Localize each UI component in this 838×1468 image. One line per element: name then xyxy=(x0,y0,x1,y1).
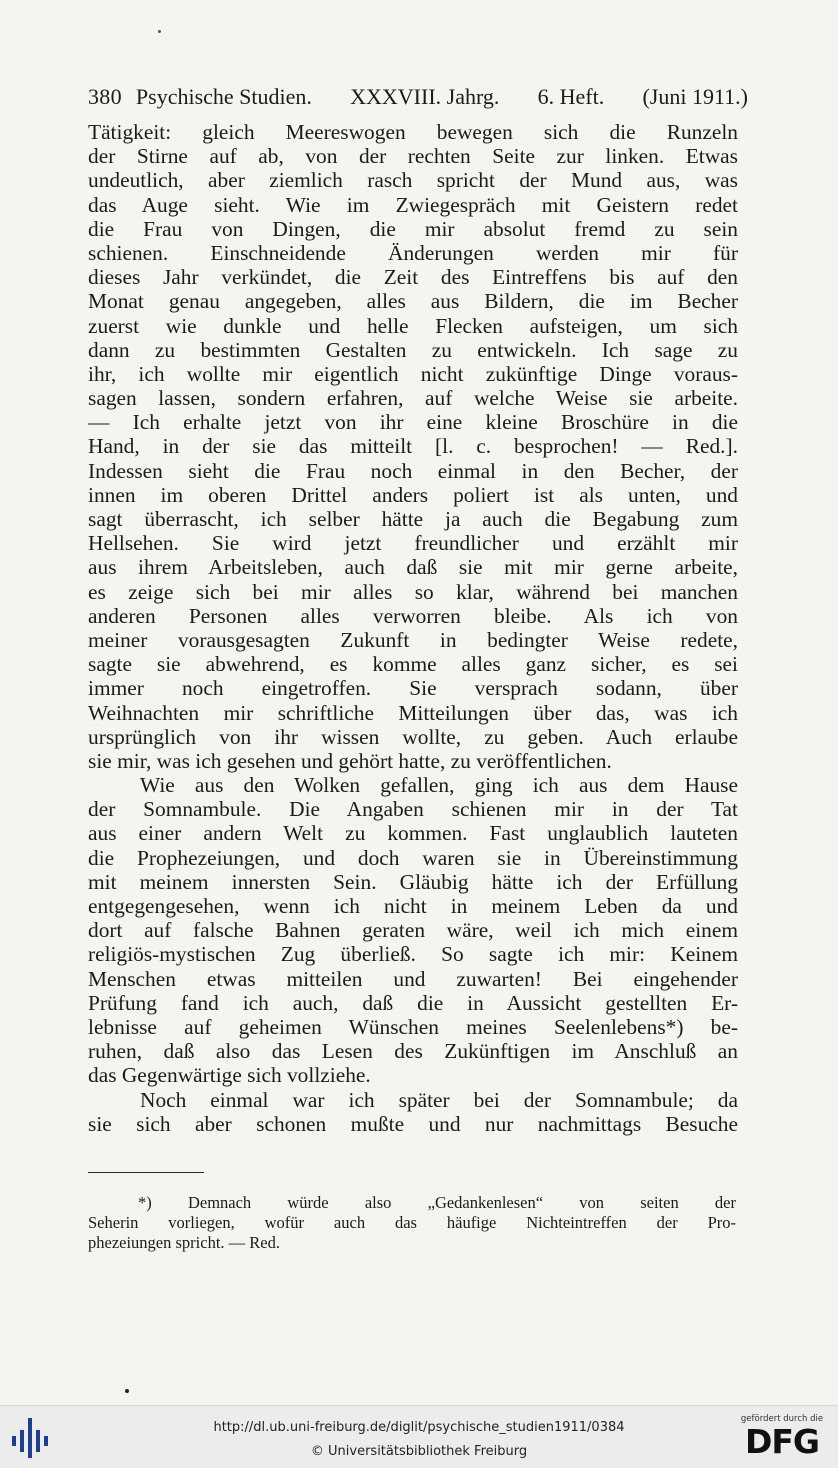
text-line: der Stirne auf ab, von der rechten Seite zur linken. Etwas xyxy=(88,144,738,169)
text-line: anderen Personen alles verworren bleibe. Als ich von xyxy=(88,603,738,628)
text-line: Hellsehen. Sie wird jetzt freundlicher und erzählt mir xyxy=(88,531,738,556)
text-line: zuerst wie dunkle und helle Flecken aufsteigen, um sich xyxy=(88,313,738,338)
text-line: Menschen etwas mitteilen und zuwarten! Bei eingehender xyxy=(88,966,738,991)
text-line: meiner vorausgesagten Zukunft in bedingter Weise redete, xyxy=(88,627,738,652)
text-line: sie sich aber schonen mußte und nur nachmittags Besuche xyxy=(88,1111,738,1136)
text-line: der Somnambule. Die Angaben schienen mir in der Tat xyxy=(88,797,738,822)
text-line: Monat genau angegeben, alles aus Bildern, die im Becher xyxy=(88,289,738,314)
text-line: ihr, ich wollte mir eigentlich nicht zukünftige Dinge voraus- xyxy=(88,361,738,386)
text-line: sagen lassen, sondern erfahren, auf welche Weise sie arbeite. xyxy=(88,386,738,411)
text-line: sagt überrascht, ich selber hätte ja auch die Begabung zum xyxy=(88,507,738,531)
footnote xyxy=(88,1193,736,1253)
text-line: aus ihrem Arbeitsleben, auch daß sie mit mir gerne arbeite, xyxy=(88,555,738,580)
text-line: Wie aus den Wolken gefallen, ging ich aus dem Hause xyxy=(140,773,738,798)
text-line: religiös-mystischen Zug überließ. So sagte ich mir: Keinem xyxy=(88,942,738,967)
text-line: innen im oberen Drittel anders poliert ist als unten, und xyxy=(88,482,738,507)
text-line: — Ich erhalte jetzt von ihr eine kleine Broschüre in die xyxy=(88,410,738,435)
footnote-rule xyxy=(88,1172,204,1173)
dfg-caption: gefördert durch die xyxy=(740,1414,824,1424)
text-line: lebnisse auf geheimen Wünschen meines Seelenlebens*) be- xyxy=(88,1014,738,1039)
copyright: © Universitätsbibliothek Freiburg xyxy=(310,1444,528,1459)
issue-date: (Juni 1911.) xyxy=(642,84,748,109)
body-text xyxy=(88,120,738,1136)
scan-speck xyxy=(158,30,161,33)
text-line: aus einer andern Welt zu kommen. Fast unglaublich lauteten xyxy=(88,821,738,846)
running-header xyxy=(88,82,748,112)
text-line: ursprünglich von ihr wissen wollte, zu geben. Auch erlaube xyxy=(88,724,738,749)
text-line: dann zu bestimmten Gestalten zu entwickeln. Ich sage zu xyxy=(88,337,738,362)
text-line: sagte sie abwehrend, es komme alles ganz sicher, es sei xyxy=(88,652,738,677)
footnote-line: *) Demnach würde also „Gedankenlesen“ von seiten der xyxy=(138,1193,736,1212)
text-line: Indessen sieht die Frau noch einmal in den Becher, der xyxy=(88,458,738,483)
viewer-footer xyxy=(0,1405,838,1468)
text-line: schienen. Einschneidende Änderungen werden mir für xyxy=(88,240,738,265)
text-line: die Frau von Dingen, die mir absolut fremd zu sein xyxy=(88,216,738,241)
text-line: immer noch eingetroffen. Sie versprach sodann, über xyxy=(88,676,738,701)
dfg-logo-icon xyxy=(736,1414,828,1464)
text-line: dort auf falsche Bahnen geraten wäre, weil ich mich einem xyxy=(88,918,738,943)
text-line: Hand, in der sie das mitteilt [l. c. besprochen! — Red.]. xyxy=(88,434,738,459)
header-title xyxy=(122,82,748,112)
text-line: ruhen, daß also das Lesen des Zukünftigen im Anschluß an xyxy=(88,1039,738,1064)
text-line: undeutlich, aber ziemlich rasch spricht der Mund aus, was xyxy=(88,168,738,193)
footnote-line: Seherin vorliegen, wofür auch das häufige Nichteintreffen der Pro- xyxy=(88,1213,736,1232)
text-line: entgegengesehen, wenn ich nicht in meinem Leben da und xyxy=(88,894,738,918)
dfg-wordmark: DFG xyxy=(744,1422,820,1461)
footnote-line: phezeiungen spricht. — Red. xyxy=(88,1233,280,1252)
scan-speck xyxy=(125,1389,129,1393)
issue: 6. Heft. xyxy=(537,84,605,109)
text-line: sie mir, was ich gesehen und gehört hatte, zu veröffentlichen. xyxy=(88,748,612,773)
text-line: dieses Jahr verkündet, die Zeit des Eintreffens bis auf den xyxy=(88,265,738,290)
text-line: die Prophezeiungen, und doch waren sie in Übereinstimmung xyxy=(88,845,738,870)
text-line: es zeige sich bei mir alles so klar, während bei manchen xyxy=(88,579,738,604)
text-line: Prüfung fand ich auch, daß die in Aussicht gestellten Er- xyxy=(88,990,738,1015)
volume: XXXVIII. Jahrg. xyxy=(350,84,500,109)
text-line: Noch einmal war ich später bei der Somnambule; da xyxy=(140,1087,738,1112)
text-line: das Auge sieht. Wie im Zwiegespräch mit Geistern redet xyxy=(88,192,738,217)
text-line: Weihnachten mir schriftliche Mitteilungen über das, was ich xyxy=(88,700,738,725)
journal-name: Psychische Studien. xyxy=(135,84,312,109)
page-number: 380 xyxy=(88,84,122,109)
text-line: mit meinem innersten Sein. Gläubig hätte ich der Erfüllung xyxy=(88,869,738,894)
permalink[interactable]: http://dl.ub.uni-freiburg.de/diglit/psychische_studien1911/0384 xyxy=(213,1420,625,1435)
text-line: das Gegenwärtige sich vollziehe. xyxy=(88,1063,371,1088)
text-line: Tätigkeit: gleich Meereswogen bewegen sich die Runzeln xyxy=(88,120,738,144)
